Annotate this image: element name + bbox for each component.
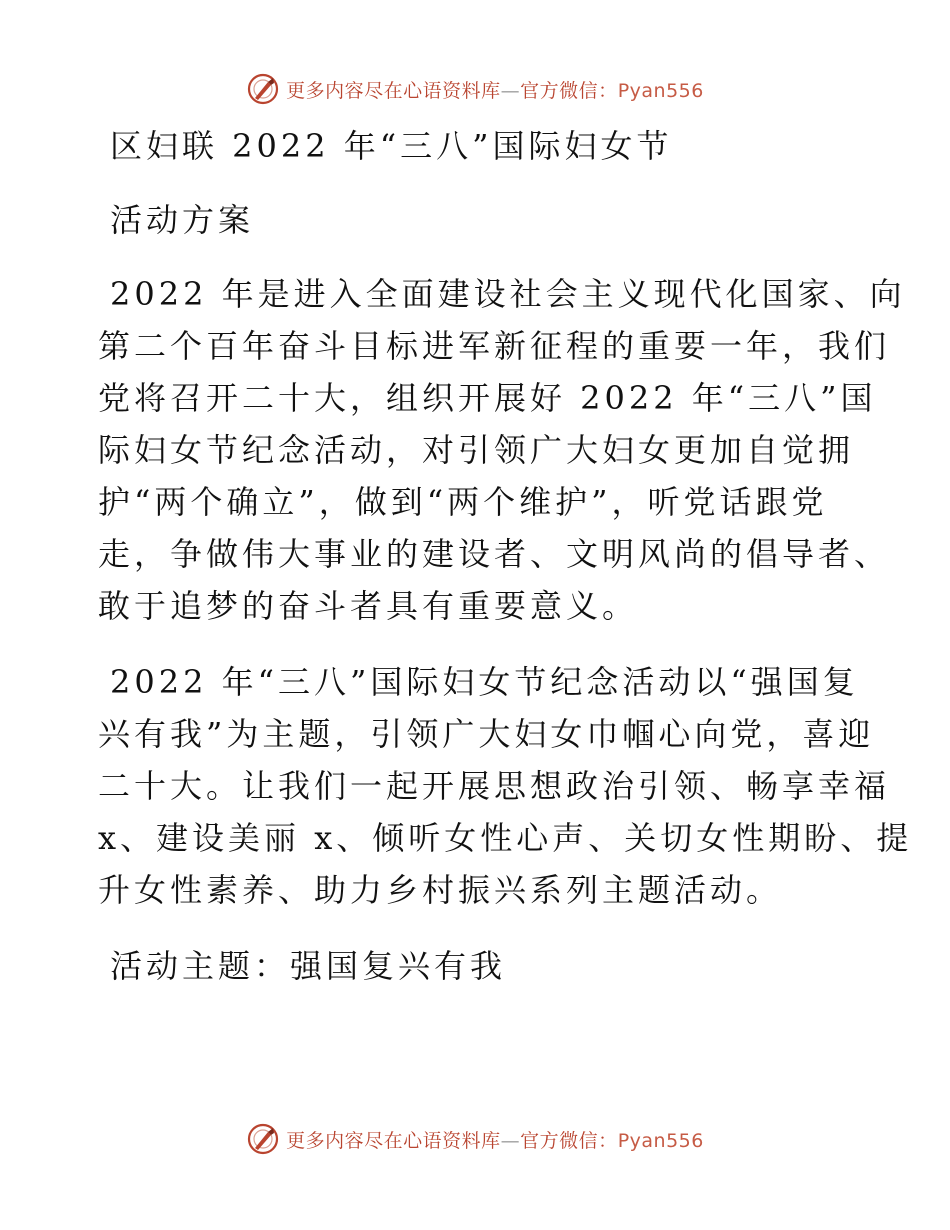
document-title: 区妇联 2022 年“三八”国际妇女节 xyxy=(110,127,673,165)
activity-theme-line: 活动主题：强国复兴有我 xyxy=(110,947,507,985)
paragraph-line: 第二个百年奋斗目标进军新征程的重要一年，我们 xyxy=(98,327,891,365)
paragraph-line: 敢于追梦的奋斗者具有重要意义。 xyxy=(98,587,639,625)
pen-logo-icon xyxy=(246,1122,280,1156)
pen-logo-icon xyxy=(246,72,280,106)
paragraph-line: 2022 年是进入全面建设社会主义现代化国家、向 xyxy=(110,275,906,313)
header-watermark xyxy=(0,72,950,106)
paragraph-line: 二十大。让我们一起开展思想政治引领、畅享幸福 xyxy=(98,767,891,805)
watermark-text: 更多内容尽在心语资料库—官方微信：Pyan556 xyxy=(286,79,704,102)
paragraph-line: 2022 年“三八”国际妇女节纪念活动以“强国复 xyxy=(110,663,859,701)
paragraph-theme-description xyxy=(98,656,913,916)
paragraph-line: 兴有我”为主题，引领广大妇女巾帼心向党，喜迎 xyxy=(98,715,875,753)
paragraph-line: 护“两个确立”，做到“两个维护”，听党话跟党 xyxy=(98,483,828,521)
footer-watermark xyxy=(0,1122,950,1156)
document-body xyxy=(98,120,913,992)
paragraph-line: 党将召开二十大，组织开展好 2022 年“三八”国 xyxy=(98,379,877,417)
paragraph-line: x、建设美丽 x、倾听女性心声、关切女性期盼、提 xyxy=(98,819,913,857)
paragraph-line: 际妇女节纪念活动，对引领广大妇女更加自觉拥 xyxy=(98,431,855,469)
document-subtitle: 活动方案 xyxy=(110,201,255,239)
paragraph-intro xyxy=(98,268,906,632)
paragraph-line: 走，争做伟大事业的建设者、文明风尚的倡导者、 xyxy=(98,535,891,573)
watermark-text: 更多内容尽在心语资料库—官方微信：Pyan556 xyxy=(286,1129,704,1152)
paragraph-line: 升女性素养、助力乡村振兴系列主题活动。 xyxy=(98,871,783,909)
